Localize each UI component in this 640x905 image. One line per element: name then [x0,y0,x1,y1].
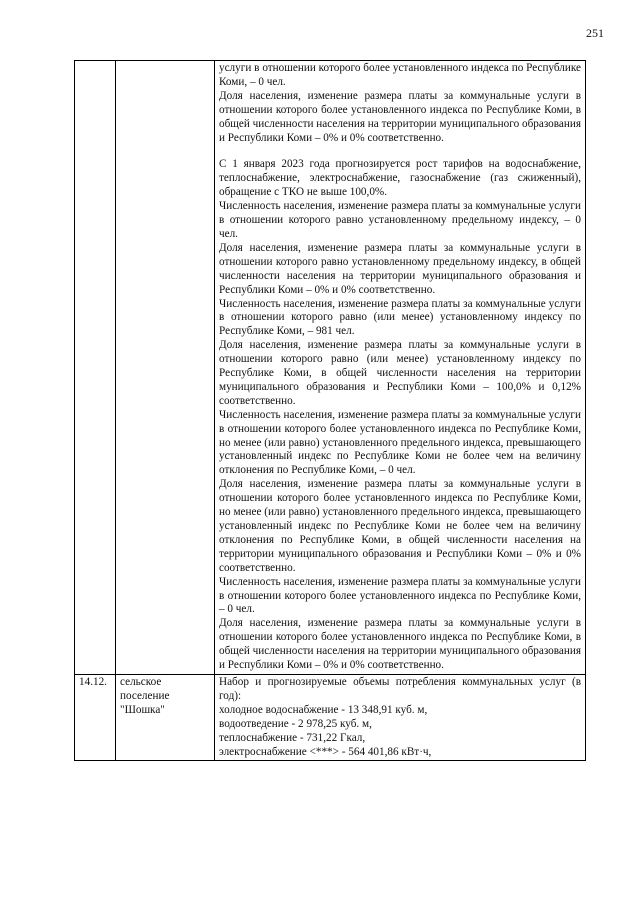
paragraph: Численность населения, изменение размера платы за коммунальные услуги в отношении которого более установленного индекса по Республике Коми, – 0 чел. [219,575,581,616]
description-cell [215,61,586,675]
paragraph: Доля населения, изменение размера платы за коммунальные услуги в отношении которого более установленного индекса по Республике Коми, но менее (или равно) установленного предельного индекса, превышающего установленный индекс по Республике Коми не более чем на величину отклонения по Республике Коми, в общей численности населения на территории муниципального образования и Республики Коми – 0% и 0% соответственно. [219,478,581,574]
paragraph: Доля населения, изменение размера платы за коммунальные услуги в отношении которого равно установленному предельному индексу, в общей численности населения на территории муниципального образования и Республики Коми – 0% и 0% соответственно. [219,241,581,296]
description-cell [215,674,586,760]
paragraph: С 1 января 2023 года прогнозируется рост тарифов на водоснабжение, теплоснабжение, электроснабжение, газоснабжение (газ сжиженный), обращение с ТКО не выше 100,0%. [219,158,581,199]
row-number-cell [75,61,116,675]
paragraph: электроснабжение <***> - 564 401,86 кВт·ч, [219,745,432,758]
paragraph: Набор и прогнозируемые объемы потребления коммунальных услуг (в год): [219,675,581,702]
paragraph: Доля населения, изменение размера платы за коммунальные услуги в отношении которого более установленного индекса по Республике Коми, в общей численности населения на территории муниципального образования и Республики Коми – 0% и 0% соответственно. [219,89,581,144]
paragraph: Численность населения, изменение размера платы за коммунальные услуги в отношении которого равно установленному предельному индексу, – 0 чел. [219,200,581,240]
paragraph: Доля населения, изменение размера платы за коммунальные услуги в отношении которого равно (или менее) установленному индексу по Республике Коми, в общей численности населения на территории муниципального образования и Республики Коми – 100,0% и 0,12% соответственно. [219,339,581,407]
paragraph: Численность населения, изменение размера платы за коммунальные услуги в отношении которого равно (или менее) установленному индексу по Республике Коми, – 981 чел. [219,297,581,338]
paragraph: Численность населения, изменение размера платы за коммунальные услуги в отношении которого более установленного индекса по Республике Коми, но менее (или равно) установленного предельного индекса, превышающего установленный индекс по Республике Коми не более чем на величину отклонения по Республике Коми, – 0 чел. [219,408,581,477]
paragraph: услуги в отношении которого более установленного индекса по Республике Коми, – 0 чел. [219,62,581,88]
municipality-name-cell: сельское поселение "Шошка" [116,674,215,760]
page-number: 251 [586,26,604,40]
table-row [75,674,586,760]
paragraph: теплоснабжение - 731,22 Гкал, [219,731,366,744]
municipality-name-cell [116,61,215,675]
paragraph-gap [219,145,581,158]
content-table [74,60,586,761]
row-number-cell: 14.12. [75,674,116,760]
paragraph: холодное водоснабжение - 13 348,91 куб. м, [219,703,428,716]
paragraph: Доля населения, изменение размера платы за коммунальные услуги в отношении которого более установленного индекса по Республике Коми, в общей численности населения на территории муниципального образования и Республики Коми – 0% и 0% соответственно. [219,617,581,672]
paragraph: водоотведение - 2 978,25 куб. м, [219,717,372,730]
table-row [75,61,586,675]
